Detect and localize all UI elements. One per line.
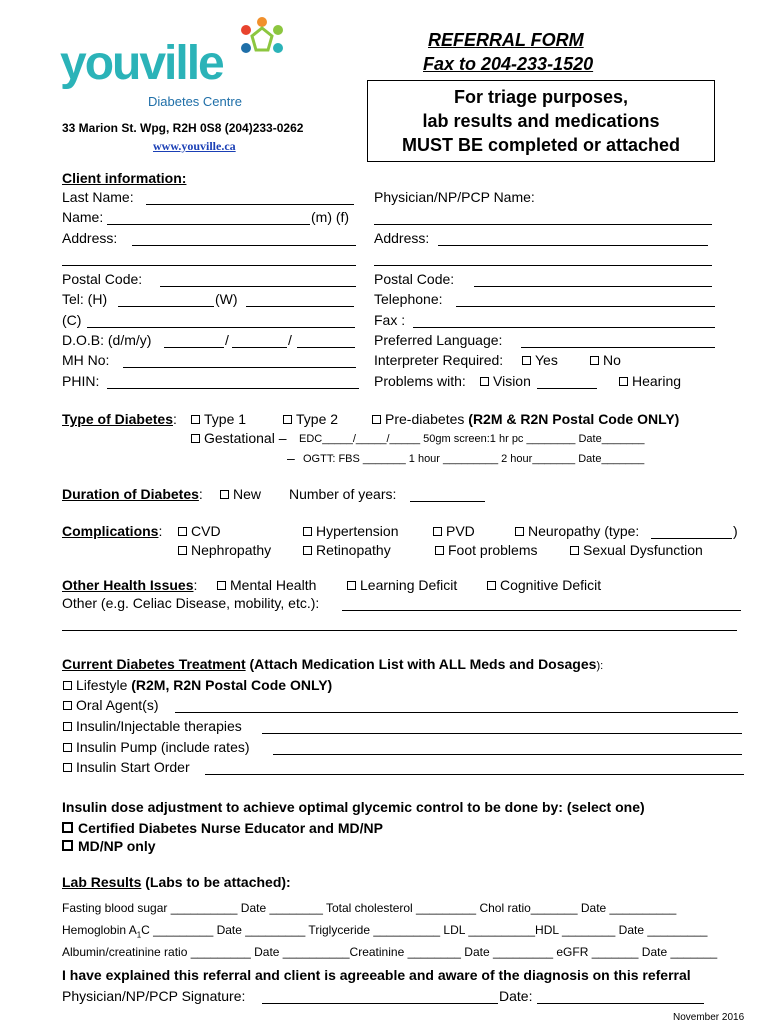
client-info-heading: Client information:: [62, 170, 187, 186]
other-health-colon: :: [193, 577, 198, 593]
consent-statement: I have explained this referral and client is agreeable and aware of the diagnosis on this referral: [62, 967, 691, 983]
physician-address-field-2[interactable]: [374, 265, 712, 266]
checkbox-icon[interactable]: [590, 356, 599, 365]
checkbox-icon[interactable]: [63, 743, 72, 752]
insulin-start-field[interactable]: [205, 774, 744, 775]
complications-row: [62, 523, 162, 539]
duration-colon: :: [198, 486, 203, 502]
cognitive-deficit-label: Cognitive Deficit: [500, 577, 602, 593]
nephropathy-label: Nephropathy: [191, 542, 272, 558]
labs-note: (Labs to be attached):: [145, 874, 291, 890]
type2-label: Type 2: [296, 411, 339, 427]
client-postal-field[interactable]: [160, 286, 356, 287]
problem-vision-field[interactable]: [537, 388, 597, 389]
checkbox-icon[interactable]: [63, 722, 72, 731]
dob-slash-1: /: [225, 332, 229, 348]
type2-option[interactable]: [282, 411, 338, 427]
checkbox-icon[interactable]: [433, 527, 442, 536]
logo: [60, 16, 280, 112]
lifestyle-label: Lifestyle: [76, 677, 128, 693]
checkbox-icon[interactable]: [178, 546, 187, 555]
checkbox-icon[interactable]: [487, 581, 496, 590]
neuropathy-type-field[interactable]: [651, 538, 732, 539]
treatment-note-end: ):: [596, 660, 604, 672]
physician-name-label: Physician/NP/PCP Name:: [374, 189, 535, 205]
physician-telephone-label: Telephone:: [374, 291, 443, 307]
checkbox-icon[interactable]: [63, 681, 72, 690]
hypertension-option[interactable]: [302, 523, 399, 539]
oral-agent-label: Oral Agent(s): [76, 697, 159, 713]
sexual-dysfunction-label: Sexual Dysfunction: [583, 542, 703, 558]
lifestyle-option[interactable]: [62, 677, 332, 693]
labs-heading: [62, 874, 291, 890]
physician-name-field[interactable]: [374, 224, 712, 225]
form-title: REFERRAL FORM: [428, 30, 584, 50]
insulin-injectable-label: Insulin/Injectable therapies: [76, 718, 242, 734]
physician-postal-label: Postal Code:: [374, 271, 455, 287]
physician-fax-field[interactable]: [413, 327, 715, 328]
checkbox-icon[interactable]: [63, 701, 72, 710]
phin-label: PHIN:: [62, 373, 100, 389]
lab-row-3[interactable]: Albumin/creatinine ratio _________ Date __________Creatinine ________ Date _________ eGFR _______ Date _______: [62, 945, 718, 959]
dose-heading: Insulin dose adjustment to achieve optimal glycemic control to be done by: (select one): [62, 799, 645, 815]
logo-subtitle: Diabetes Centre: [148, 94, 242, 109]
pvd-option[interactable]: [432, 523, 475, 539]
cdne-option[interactable]: [62, 820, 383, 836]
tel-home-field[interactable]: [118, 306, 214, 307]
lab-row-2-start: Hemoglobin A: [62, 923, 137, 937]
type1-option[interactable]: [190, 411, 246, 427]
learning-deficit-label: Learning Deficit: [360, 577, 458, 593]
signature-date-field[interactable]: [537, 1003, 704, 1004]
phin-field[interactable]: [107, 388, 359, 389]
mdnp-label: MD/NP only: [78, 838, 156, 854]
checkbox-icon[interactable]: [515, 527, 524, 536]
neuropathy-label: Neuropathy (type:: [528, 523, 640, 539]
nephropathy-option[interactable]: [177, 542, 271, 558]
name-label: Name:: [62, 209, 104, 225]
ogtt-line[interactable]: OGTT: FBS _______ 1 hour _________ 2 hour_______ Date_______: [303, 453, 645, 465]
duration-new-label: New: [233, 486, 262, 502]
other-issues-field[interactable]: [342, 610, 741, 611]
logo-word: youville: [60, 37, 223, 90]
interpreter-yes[interactable]: [521, 352, 558, 368]
retinopathy-label: Retinopathy: [316, 542, 391, 558]
revision-date: November 2016: [673, 1012, 745, 1023]
problem-vision-label: Vision: [493, 373, 531, 389]
dob-label: D.O.B: (d/m/y): [62, 332, 152, 348]
learning-deficit-option[interactable]: [346, 577, 457, 593]
insulin-pump-option[interactable]: [62, 739, 250, 755]
checkbox-icon[interactable]: [372, 415, 381, 424]
dob-year-field[interactable]: [297, 347, 355, 348]
edc-line[interactable]: EDC_____/_____/_____ 50gm screen:1 hr pc ________ Date_______: [299, 433, 645, 445]
insulin-start-label: Insulin Start Order: [76, 759, 190, 775]
oral-agent-option[interactable]: [62, 697, 158, 713]
checkbox-icon[interactable]: [191, 434, 200, 443]
lab-row-2-sub: 1: [136, 930, 142, 940]
checkbox-icon[interactable]: [303, 546, 312, 555]
pvd-label: PVD: [446, 523, 475, 539]
physician-telephone-field[interactable]: [456, 306, 715, 307]
other-issues-field-2[interactable]: [62, 630, 737, 631]
labs-label: Lab Results: [62, 874, 142, 890]
lab-row-2[interactable]: [62, 923, 707, 939]
treatment-note: (Attach Medication List with ALL Meds and Dosages: [249, 656, 597, 672]
checkbox-icon[interactable]: [191, 415, 200, 424]
insulin-start-option[interactable]: [62, 759, 190, 775]
interpreter-label: Interpreter Required:: [374, 352, 504, 368]
youville-logo-icon: [238, 16, 286, 60]
mh-number-label: MH No:: [62, 352, 110, 368]
last-name-label: Last Name:: [62, 189, 134, 205]
other-issues-label: Other (e.g. Celiac Disease, mobility, etc.):: [62, 595, 320, 611]
signature-field[interactable]: [262, 1003, 498, 1004]
language-field[interactable]: [521, 347, 715, 348]
diabetes-type-colon: :: [173, 411, 177, 427]
checkbox-icon[interactable]: [522, 356, 531, 365]
checkbox-icon[interactable]: [283, 415, 292, 424]
complications-colon: :: [158, 523, 163, 539]
triage-line-3: MUST BE completed or attached: [401, 135, 681, 155]
checkbox-icon[interactable]: [435, 546, 444, 555]
neuropathy-option[interactable]: [514, 523, 639, 539]
tel-cell-label: (C): [62, 312, 82, 328]
tel-work-label: (W): [215, 291, 238, 307]
diabetes-type-row: [62, 411, 177, 427]
interpreter-no-label: No: [603, 352, 621, 368]
checkbox-icon[interactable]: [63, 763, 72, 772]
duration-row: [62, 486, 203, 502]
interpreter-no[interactable]: [589, 352, 621, 368]
insulin-injectable-option[interactable]: [62, 718, 242, 734]
signature-label: Physician/NP/PCP Signature:: [62, 988, 246, 1004]
treatment-label: Current Diabetes Treatment: [62, 656, 246, 672]
mh-number-field[interactable]: [123, 367, 356, 368]
hypertension-label: Hypertension: [316, 523, 399, 539]
dob-month-field[interactable]: [232, 347, 287, 348]
client-address-label: Address:: [62, 230, 118, 246]
checkbox-icon[interactable]: [303, 527, 312, 536]
fax-line: Fax to 204-233-1520: [423, 54, 594, 74]
diabetes-type-label: Type of Diabetes: [62, 411, 173, 427]
client-address-field[interactable]: [132, 245, 356, 246]
dob-slash-2: /: [288, 332, 292, 348]
years-field[interactable]: [410, 501, 485, 502]
checkbox-icon[interactable]: [62, 822, 73, 833]
lab-row-1[interactable]: Fasting blood sugar __________ Date ________ Total cholesterol _________ Chol ratio_______ Date __________: [62, 901, 677, 915]
problems-label: Problems with:: [374, 373, 466, 389]
tel-cell-field[interactable]: [87, 327, 355, 328]
sexual-dysfunction-option[interactable]: [569, 542, 703, 558]
gestational-label: Gestational –: [204, 430, 287, 446]
interpreter-yes-label: Yes: [535, 352, 558, 368]
foot-problems-option[interactable]: [434, 542, 537, 558]
checkbox-icon[interactable]: [220, 490, 229, 499]
website-link[interactable]: www.youville.ca: [153, 139, 236, 153]
foot-problems-label: Foot problems: [448, 542, 538, 558]
type1-label: Type 1: [204, 411, 247, 427]
insulin-pump-label: Insulin Pump (include rates): [76, 739, 250, 755]
cdne-label: Certified Diabetes Nurse Educator and MD/NP: [78, 820, 383, 836]
prediabetes-option[interactable]: [371, 411, 679, 427]
neuropathy-close: ): [733, 523, 738, 539]
ogtt-dash: –: [287, 450, 295, 466]
lifestyle-note: (R2M, R2N Postal Code ONLY): [131, 677, 333, 693]
checkbox-icon[interactable]: [62, 840, 73, 851]
client-postal-label: Postal Code:: [62, 271, 143, 287]
mental-health-label: Mental Health: [230, 577, 317, 593]
physician-postal-field[interactable]: [474, 286, 712, 287]
oral-agent-field[interactable]: [175, 712, 738, 713]
tel-work-field[interactable]: [246, 306, 354, 307]
other-health-label: Other Health Issues: [62, 577, 194, 593]
triage-line-1: For triage purposes,: [453, 87, 629, 107]
last-name-field[interactable]: [146, 204, 354, 205]
prediabetes-note: (R2M & R2N Postal Code ONLY): [468, 411, 680, 427]
signature-date-label: Date:: [499, 988, 533, 1004]
org-address: 33 Marion St. Wpg, R2H 0S8 (204)233-0262: [62, 121, 304, 135]
language-label: Preferred Language:: [374, 332, 503, 348]
client-address-field-2[interactable]: [62, 265, 356, 266]
checkbox-icon[interactable]: [570, 546, 579, 555]
triage-line-2: lab results and medications: [422, 111, 660, 131]
physician-address-field[interactable]: [438, 245, 708, 246]
name-field[interactable]: [107, 224, 310, 225]
duration-new-option[interactable]: [219, 486, 261, 502]
gender-label[interactable]: (m) (f): [311, 209, 350, 225]
cognitive-deficit-option[interactable]: [486, 577, 601, 593]
mdnp-option[interactable]: [62, 838, 156, 854]
retinopathy-option[interactable]: [302, 542, 391, 558]
insulin-injectable-field[interactable]: [262, 733, 742, 734]
cvd-option[interactable]: [177, 523, 221, 539]
checkbox-icon[interactable]: [217, 581, 226, 590]
checkbox-icon[interactable]: [347, 581, 356, 590]
years-label: Number of years:: [289, 486, 397, 502]
treatment-heading: [62, 656, 603, 672]
lab-row-2-end: C _________ Date _________ Triglyceride __________ LDL __________HDL ________ Date _________: [141, 923, 708, 937]
insulin-pump-field[interactable]: [273, 754, 742, 755]
mental-health-option[interactable]: [216, 577, 316, 593]
physician-fax-label: Fax :: [374, 312, 406, 328]
other-health-row: [62, 577, 197, 593]
physician-address-label: Address:: [374, 230, 430, 246]
problem-hearing[interactable]: [618, 373, 681, 389]
duration-label: Duration of Diabetes: [62, 486, 199, 502]
checkbox-icon[interactable]: [619, 377, 628, 386]
problem-vision[interactable]: [479, 373, 531, 389]
tel-home-label: Tel: (H): [62, 291, 108, 307]
dob-day-field[interactable]: [164, 347, 224, 348]
cvd-label: CVD: [191, 523, 221, 539]
prediabetes-label: Pre-diabetes: [385, 411, 465, 427]
problem-hearing-label: Hearing: [632, 373, 682, 389]
complications-label: Complications: [62, 523, 159, 539]
checkbox-icon[interactable]: [178, 527, 187, 536]
checkbox-icon[interactable]: [480, 377, 489, 386]
gestational-option[interactable]: [190, 430, 287, 446]
